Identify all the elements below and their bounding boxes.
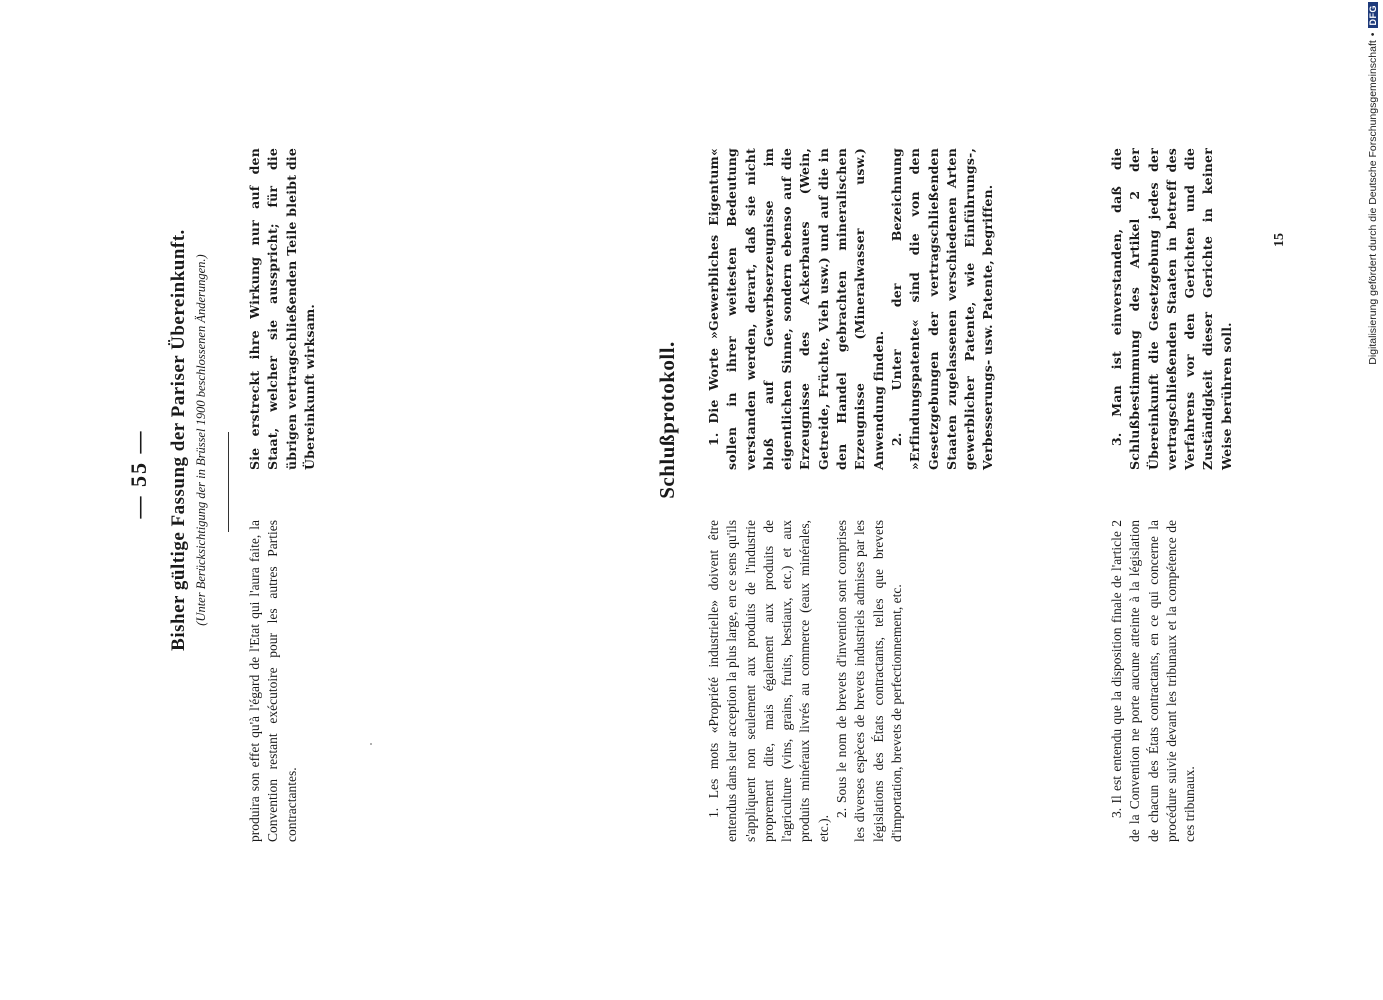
scan-speck [370,743,372,745]
protocol-german-paragraph-2: 2. Unter der Bezeichnung »Erfindungspatente« sind die von den Gesetzgebungen der vertragschließenden Staaten zugelassenen verschiedenen Arten gewerblicher Patente, wie Einführungs-, Verbesserungs- usw. Patente, begriffen. [888,148,996,470]
heading-divider [228,432,229,532]
intro-german-column [246,148,319,470]
protocol-french-column [705,520,906,842]
intro-french-text: produira son effet qu'à l'égard de l'Etat qui l'aura faite, la Convention restant exécutoire pour les autres Parties contractantes. [247,520,299,842]
dfg-footer-text: Digitalisierung gefördert durch die Deutsche Forschungsgemeinschaft [1367,40,1379,365]
dfg-footer [1366,2,1380,412]
article3-german-text: 3. Man ist einverstanden, daß die Schlußbestimmung des Artikel 2 der Übereinkunft die Gesetzgebung jedes der vertragschließenden Staaten in betreff des Verfahrens vor den Gerichten und die Zuständigkeit dieser Gerichte in keiner Weise berühren soll. [1109,148,1234,470]
article3-german-column [1108,148,1236,470]
article3-french-text: 3. Il est entendu que la disposition finale de l'article 2 de la Convention ne porte aucune atteinte à la législation de chacun des États contractants, en ce qui concerne la procédure suivie devant les tribunaux et la compétence de ces tribunaux. [1109,520,1198,842]
protocol-french-paragraph-1: 1. Les mots «Propriété industrielle» doivent être entendus dans leur acception la plus large, en ce sens qu'ils s'appliquent non seulement aux produits de l'industrie proprement dite, mais également aux produits de l'agriculture (vins, grains, fruits, bestiaux, etc.) et aux produits minéraux livrés au commerce (eaux minérales, etc.). [706,520,831,842]
protocol-german-column [705,148,998,470]
folio-number: 15 [1272,233,1287,247]
intro-french-column [246,520,301,842]
article3-french-column [1108,520,1199,842]
document-subheading: (Unter Berücksichtigung der in Brüssel 1900 beschlossenen Änderungen.) [194,254,208,626]
intro-german-text: Sie erstreckt ihre Wirkung nur auf den Staat, welcher sie ausspricht; für die übrigen vertragschließenden Teile bleibt die Übereinkunft wirksam. [247,148,317,470]
page-number: — 55 — [126,429,151,519]
protocol-french-paragraph-2: 2. Sous le nom de brevets d'invention sont comprises les diverses espèces de brevets industriels admises par les législations des États contractants, telles que brevets d'importation, brevets de perfectionnement, etc. [834,520,904,842]
dfg-logo: DFG [1368,2,1378,29]
document-heading: Bisher gültige Fassung der Pariser Übereinkunft. [168,229,189,651]
protocol-german-paragraph-1: 1. Die Worte »Gewerbliches Eigentum« sollen in ihrer weitesten Bedeutung verstanden werden, derart, daß sie nicht bloß auf Gewerbserzeugnisse im eigentlichen Sinne, sondern ebenso auf die Erzeugnisse des Ackerbaues (Wein, Getreide, Früchte, Vieh usw.) und auf die in den Handel gebrachten mineralischen Erzeugnisse (Mineralwasser usw.) Anwendung finden. [706,148,886,470]
dfg-separator: • [1367,32,1379,37]
section-title: Schlußprotokoll. [655,341,679,499]
